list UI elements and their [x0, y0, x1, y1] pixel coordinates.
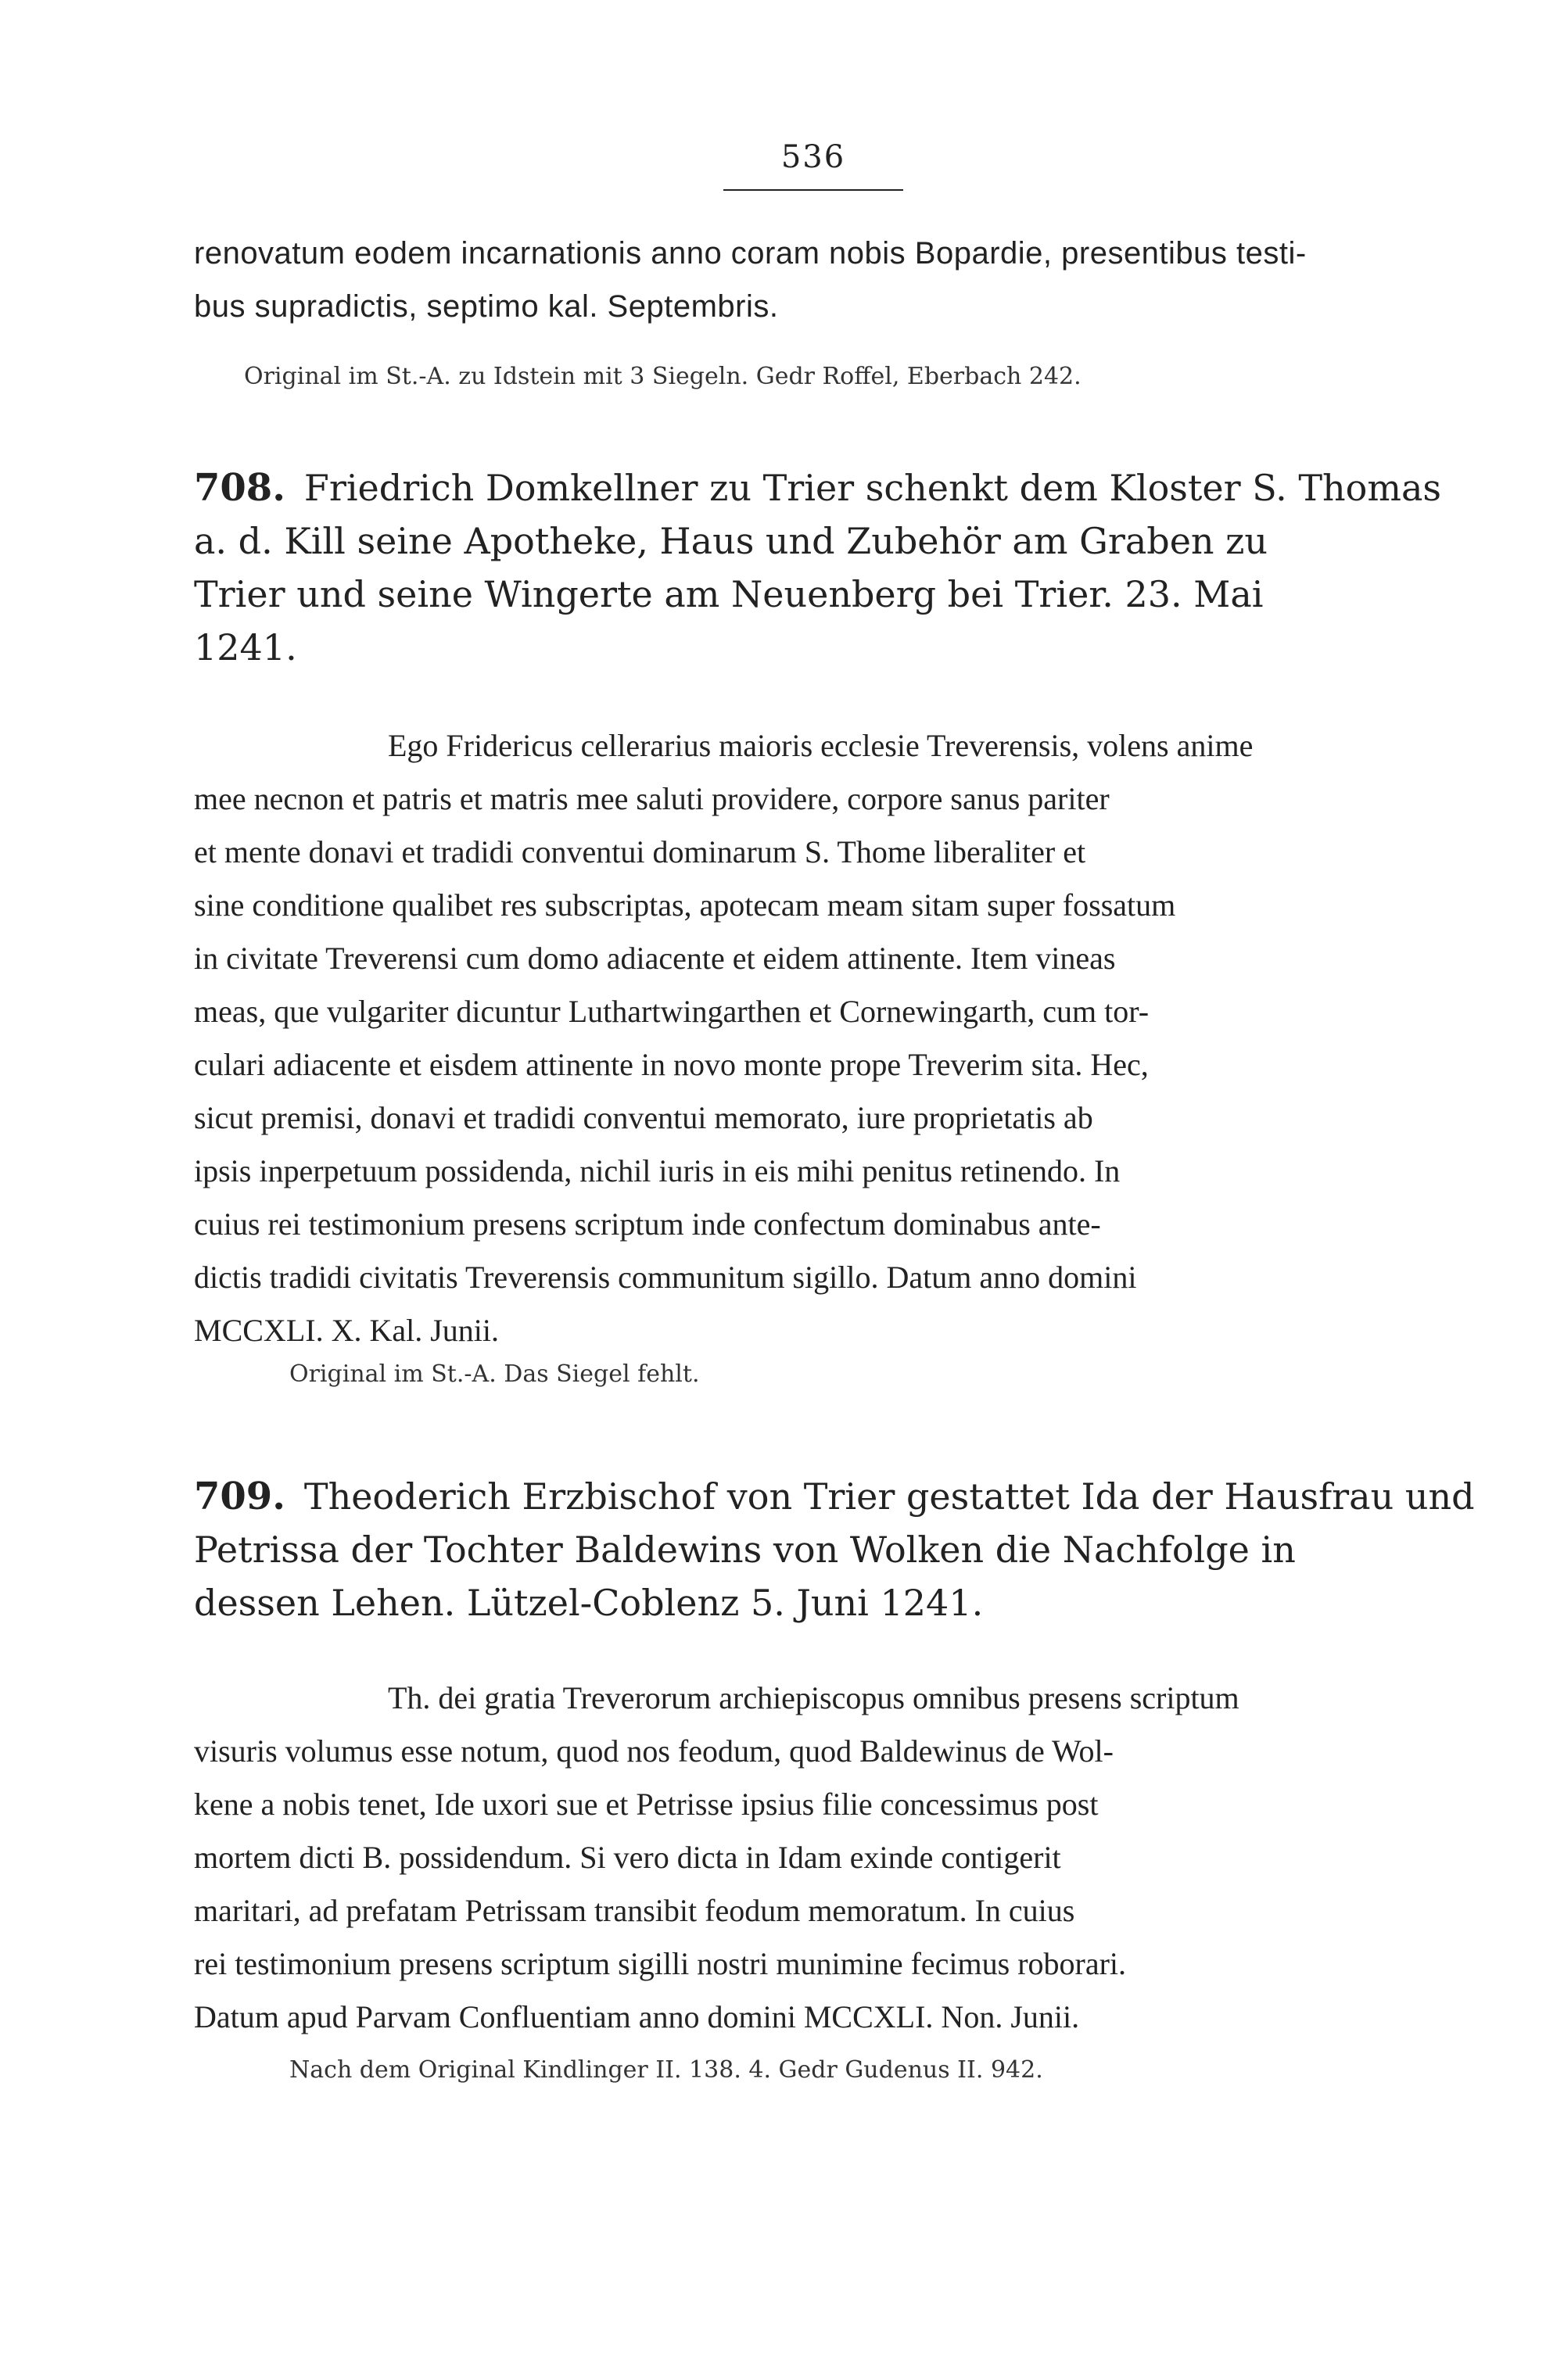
entry-number: 708. [194, 466, 285, 510]
text-line: sicut premisi, donavi et tradidi conventui memorato, iure proprietatis ab [194, 1100, 1093, 1135]
heading-line: a. d. Kill seine Apotheke, Haus und Zubehör am Graben zu [194, 520, 1268, 562]
text-line: meas, que vulgariter dicuntur Luthartwingarthen et Cornewingarth, cum tor- [194, 994, 1150, 1029]
source-note-text: Original im St.-A. zu Idstein mit 3 Siegeln. Gedr Roffel, Eberbach 242. [244, 363, 1082, 390]
source-note [289, 2055, 1548, 2086]
text-line: Ego Fridericus cellerarius maioris ecclesie Treverensis, volens anime [388, 728, 1254, 763]
text-line: mee necnon et patris et matris mee saluti providere, corpore sanus pariter [194, 781, 1110, 816]
source-note-text: Original im St.-A. Das Siegel fehlt. [289, 1360, 700, 1388]
text-line: rei testimonium presens scriptum sigilli nostri munimine fecimus roborari. [194, 1946, 1127, 1981]
text-line: MCCXLI. X. Kal. Junii. [194, 1313, 499, 1348]
entry-708-body [194, 719, 1453, 1357]
header-rule [723, 189, 903, 191]
text-line: renovatum eodem incarnationis anno coram nobis Bopardie, presentibus testi- [194, 236, 1307, 271]
entry-number: 709. [194, 1475, 285, 1518]
text-line: sine conditione qualibet res subscriptas, apotecam meam sitam super fossatum [194, 887, 1176, 923]
text-line: maritari, ad prefatam Petrissam transibit feodum memoratum. In cuius [194, 1893, 1075, 1928]
text-line: ipsis inperpetuum possidenda, nichil iuris in eis mihi penitus retinendo. In [194, 1153, 1121, 1188]
text-line: in civitate Treverensi cum domo adiacente et eidem attinente. Item vineas [194, 941, 1116, 976]
page-number: 536 [780, 139, 846, 175]
heading-line: dessen Lehen. Lützel-Coblenz 5. Juni 1241. [194, 1582, 984, 1624]
heading-line: Petrissa der Tochter Baldewins von Wolken die Nachfolge in [194, 1529, 1296, 1571]
heading-line: 708. Friedrich Domkellner zu Trier schenkt dem Kloster S. Thomas [194, 466, 1441, 510]
heading-line: 709. Theoderich Erzbischof von Trier gestattet Ida der Hausfrau und [194, 1475, 1475, 1518]
entry-709-body [194, 1672, 1453, 2044]
text-line: mortem dicti B. possidendum. Si vero dicta in Idam exinde contigerit [194, 1840, 1061, 1875]
text-line: Th. dei gratia Treverorum archiepiscopus omnibus presens scriptum [388, 1680, 1239, 1715]
text-line: culari adiacente et eisdem attinente in novo monte prope Treverim sita. Hec, [194, 1047, 1149, 1082]
source-note-text: Nach dem Original Kindlinger II. 138. 4. Gedr Gudenus II. 942. [289, 2056, 1043, 2084]
entry-708-heading [194, 461, 1453, 674]
text-line: bus supradictis, septimo kal. Septembris. [194, 289, 779, 324]
text-line: et mente donavi et tradidi conventui dominarum S. Thome liberaliter et [194, 834, 1086, 869]
source-note [289, 1359, 1548, 1390]
page-header [723, 139, 903, 175]
heading-line: Trier und seine Wingerte am Neuenberg bei Trier. 23. Mai [194, 573, 1264, 615]
text-line: Datum apud Parvam Confluentiam anno domini MCCXLI. Non. Junii. [194, 1999, 1080, 2034]
top-paragraph [194, 227, 1453, 333]
entry-709-heading [194, 1470, 1475, 1629]
text-line: visuris volumus esse notum, quod nos feodum, quod Baldewinus de Wol- [194, 1733, 1114, 1769]
text-line: cuius rei testimonium presens scriptum inde confectum dominabus ante- [194, 1206, 1101, 1242]
text-line: dictis tradidi civitatis Treverensis communitum sigillo. Datum anno domini [194, 1260, 1137, 1295]
source-note [244, 361, 1503, 392]
heading-line: 1241. [194, 626, 297, 668]
text-line: kene a nobis tenet, Ide uxori sue et Petrisse ipsius filie concessimus post [194, 1787, 1099, 1822]
